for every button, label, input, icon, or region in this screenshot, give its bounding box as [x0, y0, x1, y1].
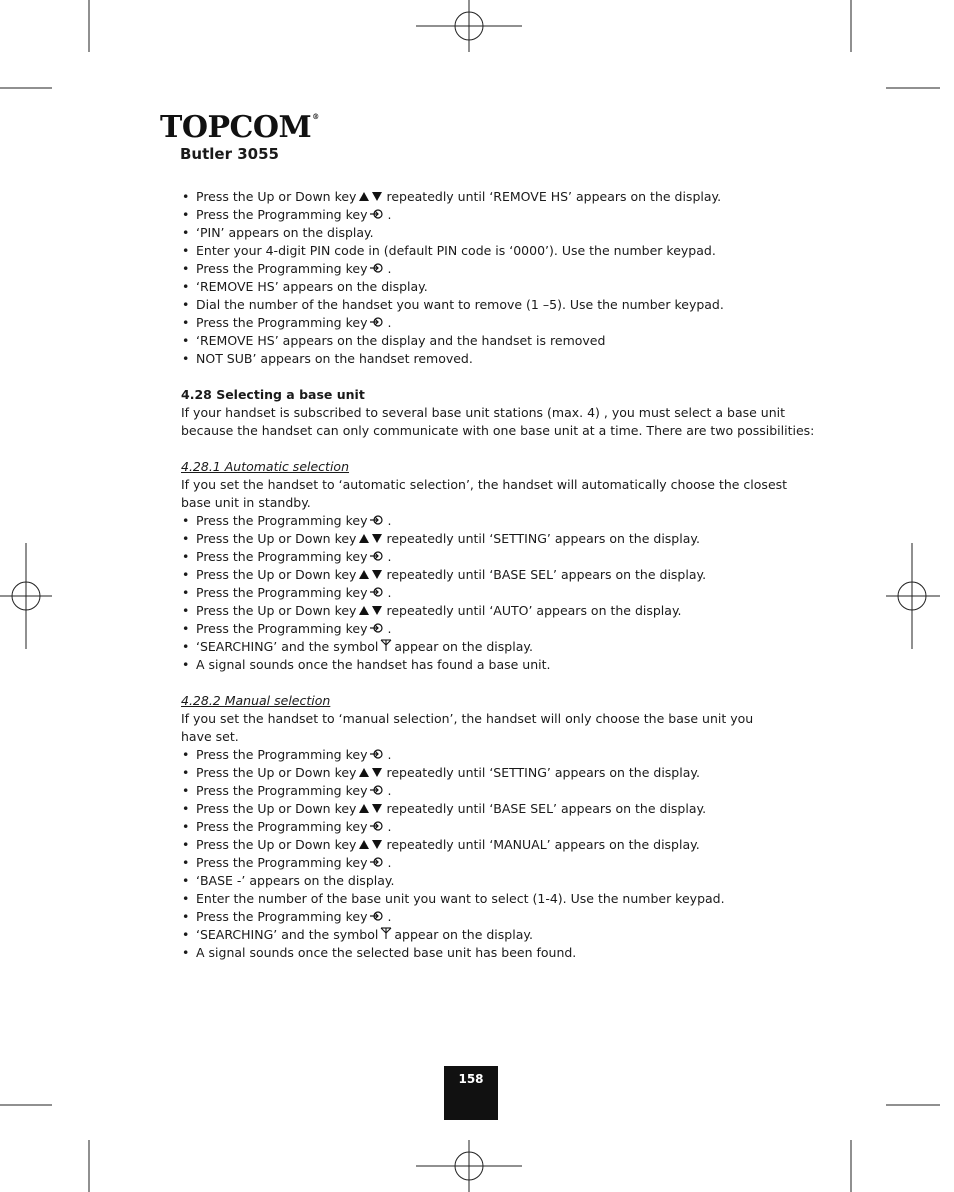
step-text-suffix: .: [387, 549, 392, 564]
step-text-suffix: .: [387, 855, 392, 870]
step-text: Press the Up or Down key: [196, 603, 357, 618]
step-text-suffix: appear on the display.: [394, 927, 533, 942]
step-item: [181, 260, 781, 278]
step-text: Press the Up or Down key: [196, 765, 357, 780]
step-item: [181, 800, 781, 818]
step-text: Press the Programming key: [196, 909, 368, 924]
manual-content: [181, 188, 815, 962]
step-item: [181, 242, 781, 260]
up-down-arrows-icon: [358, 765, 384, 783]
step-text: Press the Up or Down key: [196, 801, 357, 816]
step-item: [181, 908, 781, 926]
step-item: [181, 818, 781, 836]
step-item: [181, 584, 781, 602]
step-item: [181, 746, 781, 764]
subsection-text-line: If you set the handset to ‘manual selection’, the handset will only choose the base unit you: [181, 711, 754, 726]
step-item: [181, 890, 781, 908]
step-item: [181, 944, 781, 962]
topcom-logo: TOPCOM®: [160, 110, 319, 145]
page-number: 158: [458, 1072, 484, 1086]
step-text-suffix: appear on the display.: [394, 639, 533, 654]
step-text: Press the Programming key: [196, 549, 368, 564]
step-text: Press the Programming key: [196, 819, 368, 834]
programming-key-icon: [369, 549, 385, 567]
step-text-suffix: .: [387, 747, 392, 762]
step-text-suffix: .: [387, 621, 392, 636]
step-item: [181, 332, 781, 350]
step-item: [181, 602, 781, 620]
up-down-arrows-icon: [358, 801, 384, 819]
subsection-text-line: If you set the handset to ‘automatic selection’, the handset will automatically choose the closest: [181, 477, 788, 492]
step-text-suffix: repeatedly until ‘SETTING’ appears on the display.: [386, 531, 700, 546]
step-item: [181, 548, 781, 566]
step-text-suffix: repeatedly until ‘SETTING’ appears on the display.: [386, 765, 700, 780]
step-text: Press the Up or Down key: [196, 567, 357, 582]
step-item: [181, 530, 781, 548]
step-text: Press the Programming key: [196, 513, 368, 528]
step-text-suffix: .: [387, 207, 392, 222]
step-text: Press the Up or Down key: [196, 837, 357, 852]
section-heading: 4.28 Selecting a base unit: [181, 387, 365, 402]
subsection-text-line: have set.: [181, 729, 239, 744]
page-number-box: [444, 1066, 498, 1120]
step-text: ‘PIN’ appears on the display.: [196, 225, 374, 240]
subsection-heading-automatic: 4.28.1 Automatic selection: [181, 459, 349, 474]
up-down-arrows-icon: [358, 531, 384, 549]
logo-text: TOPCOM: [160, 110, 312, 145]
step-text: Enter your 4-digit PIN code in (default PIN code is ‘0000’). Use the number keypad.: [196, 243, 716, 258]
step-text-suffix: .: [387, 909, 392, 924]
step-text-suffix: repeatedly until ‘REMOVE HS’ appears on the display.: [386, 189, 722, 204]
step-text: Press the Programming key: [196, 621, 368, 636]
antenna-icon: [380, 639, 392, 657]
programming-key-icon: [369, 909, 385, 927]
step-text: Dial the number of the handset you want to remove (1 –5). Use the number keypad.: [196, 297, 724, 312]
step-item: [181, 782, 781, 800]
step-item: [181, 638, 781, 656]
step-item: [181, 224, 781, 242]
step-item: [181, 278, 781, 296]
step-text: NOT SUB’ appears on the handset removed.: [196, 351, 473, 366]
step-text: Press the Programming key: [196, 747, 368, 762]
programming-key-icon: [369, 585, 385, 603]
section-text-line: If your handset is subscribed to several base unit stations (max. 4) , you must select a base unit: [181, 405, 786, 420]
step-text: Press the Programming key: [196, 261, 368, 276]
step-text: A signal sounds once the selected base unit has been found.: [196, 945, 577, 960]
step-text: A signal sounds once the handset has found a base unit.: [196, 657, 551, 672]
step-item: [181, 188, 781, 206]
step-text-suffix: .: [387, 819, 392, 834]
step-item: [181, 512, 781, 530]
step-text: ‘BASE -’ appears on the display.: [196, 873, 395, 888]
step-text: Press the Programming key: [196, 207, 368, 222]
step-text-suffix: .: [387, 783, 392, 798]
programming-key-icon: [369, 513, 385, 531]
programming-key-icon: [369, 855, 385, 873]
step-item: [181, 872, 781, 890]
up-down-arrows-icon: [358, 567, 384, 585]
step-text: ‘REMOVE HS’ appears on the display.: [196, 279, 428, 294]
step-text-suffix: repeatedly until ‘AUTO’ appears on the display.: [386, 603, 682, 618]
step-text: Press the Programming key: [196, 855, 368, 870]
step-item: [181, 566, 781, 584]
step-item: [181, 620, 781, 638]
up-down-arrows-icon: [358, 189, 384, 207]
step-item: [181, 836, 781, 854]
programming-key-icon: [369, 621, 385, 639]
step-text: Press the Up or Down key: [196, 189, 357, 204]
step-text-suffix: .: [387, 513, 392, 528]
step-item: [181, 854, 781, 872]
step-text-suffix: .: [387, 585, 392, 600]
up-down-arrows-icon: [358, 837, 384, 855]
step-text: Press the Up or Down key: [196, 531, 357, 546]
step-text-suffix: repeatedly until ‘MANUAL’ appears on the display.: [386, 837, 700, 852]
section-text-line: because the handset can only communicate with one base unit at a time. There are two possibilities:: [181, 423, 815, 438]
step-item: [181, 926, 781, 944]
programming-key-icon: [369, 747, 385, 765]
step-text: ‘SEARCHING’ and the symbol: [196, 927, 379, 942]
programming-key-icon: [369, 783, 385, 801]
step-text: ‘SEARCHING’ and the symbol: [196, 639, 379, 654]
step-text-suffix: repeatedly until ‘BASE SEL’ appears on the display.: [386, 567, 707, 582]
step-text: Press the Programming key: [196, 783, 368, 798]
step-item: [181, 314, 781, 332]
model-name: Butler 3055: [180, 145, 279, 163]
step-text-suffix: repeatedly until ‘BASE SEL’ appears on the display.: [386, 801, 707, 816]
subsection-heading-manual: 4.28.2 Manual selection: [181, 693, 331, 708]
intro-steps-list: [181, 188, 781, 368]
subsection-text-line: base unit in standby.: [181, 495, 311, 510]
step-item: [181, 206, 781, 224]
step-text: Press the Programming key: [196, 315, 368, 330]
step-text-suffix: .: [387, 315, 392, 330]
programming-key-icon: [369, 819, 385, 837]
step-text: ‘REMOVE HS’ appears on the display and the handset is removed: [196, 333, 606, 348]
step-item: [181, 656, 781, 674]
step-item: [181, 296, 781, 314]
up-down-arrows-icon: [358, 603, 384, 621]
manual-steps-list: [181, 746, 781, 962]
step-item: [181, 350, 781, 368]
programming-key-icon: [369, 207, 385, 225]
programming-key-icon: [369, 315, 385, 333]
antenna-icon: [380, 927, 392, 945]
step-text-suffix: .: [387, 261, 392, 276]
step-text: Enter the number of the base unit you want to select (1-4). Use the number keypad.: [196, 891, 725, 906]
programming-key-icon: [369, 261, 385, 279]
step-text: Press the Programming key: [196, 585, 368, 600]
automatic-steps-list: [181, 512, 781, 674]
step-item: [181, 764, 781, 782]
